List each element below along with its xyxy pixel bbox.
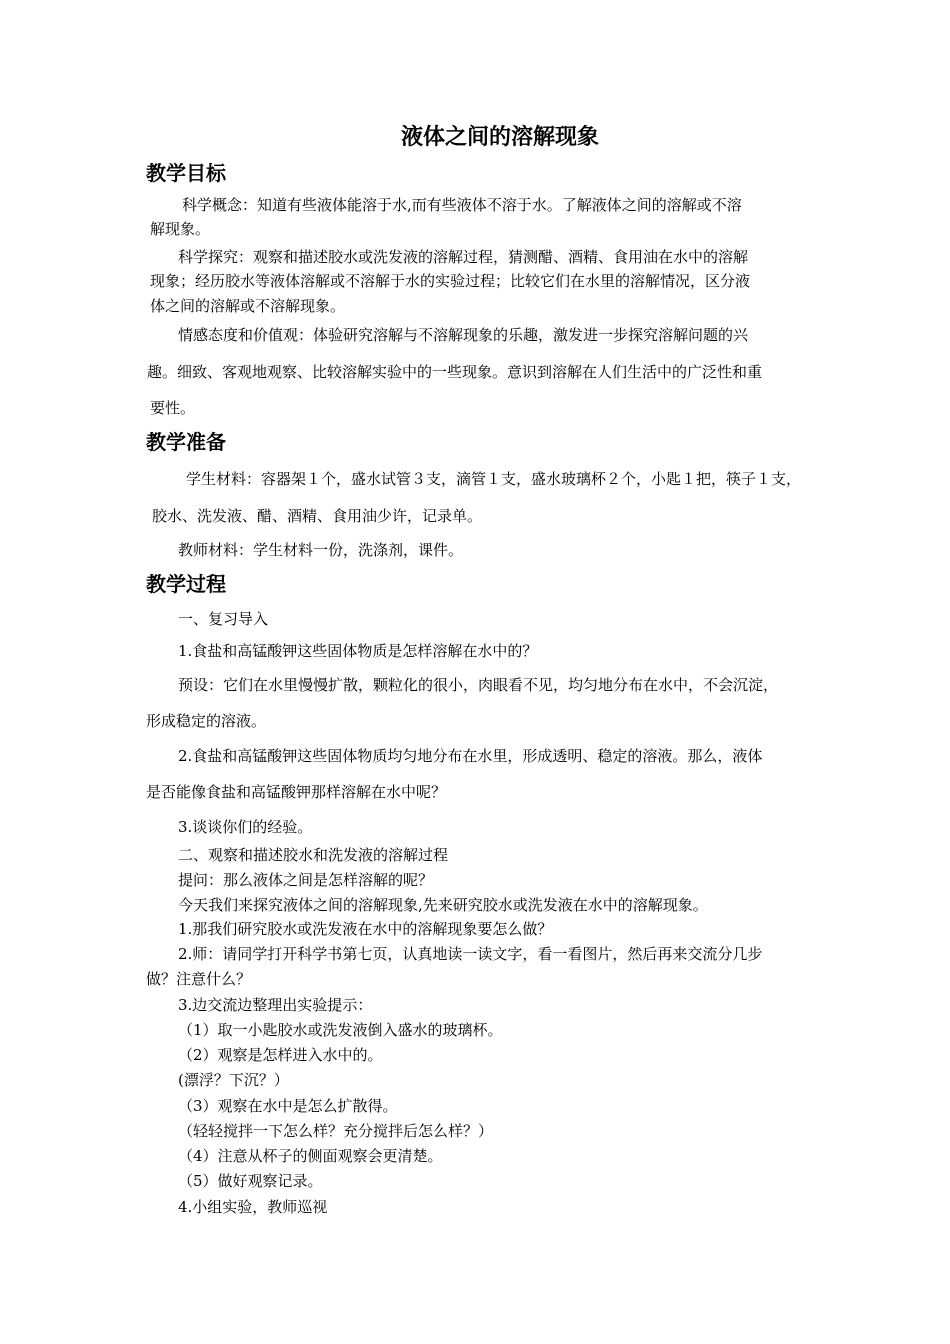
- goals-line: 现象；经历胶水等液体溶解或不溶解于水的实验过程；比较它们在水里的溶解情况，区分液: [150, 272, 751, 290]
- process-line: （1）取一小匙胶水或洗发液倒入盛水的玻璃杯。: [178, 1021, 503, 1039]
- goals-line: 趣。细致、客观地观察、比较溶解实验中的一些现象。意识到溶解在人们生活中的广泛性和重: [147, 363, 763, 381]
- process-line: 预设：它们在水里慢慢扩散，颗粒化的很小，肉眼看不见，均匀地分布在水中，不会沉淀，: [178, 676, 779, 694]
- goals-line: 要性。: [150, 399, 196, 417]
- process-line: 形成稳定的溶液。: [146, 712, 267, 730]
- process-line: 3.谈谈你们的经验。: [178, 818, 313, 836]
- process-line: （2）观察是怎样进入水中的。: [178, 1046, 383, 1064]
- goals-line: 体之间的溶解或不溶解现象。: [150, 297, 346, 315]
- page-title: 液体之间的溶解现象: [400, 125, 599, 150]
- process-line: （4）注意从杯子的侧面观察会更清楚。: [178, 1147, 443, 1165]
- process-line: 4.小组实验，教师巡视: [178, 1198, 328, 1216]
- heading-process: 教学过程: [146, 572, 226, 596]
- process-line: （3）观察在水中是怎么扩散得。: [178, 1097, 398, 1115]
- process-line: (漂浮？下沉？）: [178, 1071, 289, 1089]
- process-line: 是否能像食盐和高锰酸钾那样溶解在水中呢？: [146, 783, 447, 801]
- goals-line: 情感态度和价值观：体验研究溶解与不溶解现象的乐趣，激发进一步探究溶解问题的兴: [178, 326, 749, 344]
- prep-line: 学生材料：容器架１个，盛水试管３支，滴管１支，盛水玻璃杯２个，小匙１把，筷子１支，: [186, 470, 802, 488]
- heading-prep: 教学准备: [146, 430, 226, 454]
- process-line: （轻轻搅拌一下怎么样？充分搅拌后怎么样？）: [178, 1122, 494, 1140]
- process-line: 1.食盐和高锰酸钾这些固体物质是怎样溶解在水中的？: [178, 642, 538, 660]
- process-line: 二、观察和描述胶水和洗发液的溶解过程: [178, 846, 449, 864]
- goals-line: 科学概念：知道有些液体能溶于水,而有些液体不溶于水。了解液体之间的溶解或不溶: [182, 196, 742, 214]
- process-line: （5）做好观察记录。: [178, 1172, 323, 1190]
- process-line: 1.那我们研究胶水或洗发液在水中的溶解现象要怎么做？: [178, 920, 553, 938]
- process-line: 3.边交流边整理出实验提示：: [178, 996, 373, 1014]
- heading-goals: 教学目标: [146, 161, 226, 185]
- process-line: 做？注意什么？: [146, 970, 252, 988]
- goals-line: 科学探究：观察和描述胶水或洗发液的溶解过程，猜测醋、酒精、食用油在水中的溶解: [178, 248, 749, 266]
- prep-line: 胶水、洗发液、醋、酒精、食用油少许，记录单。: [152, 507, 483, 525]
- prep-line: 教师材料：学生材料一份，洗涤剂，课件。: [178, 541, 464, 559]
- process-line: 提问：那么液体之间是怎样溶解的呢？: [178, 871, 434, 889]
- process-line: 今天我们来探究液体之间的溶解现象,先来研究胶水或洗发液在水中的溶解现象。: [178, 896, 708, 914]
- process-line: 一、复习导入: [178, 610, 269, 628]
- goals-line: 解现象。: [150, 220, 211, 238]
- process-line: 2.食盐和高锰酸钾这些固体物质均匀地分布在水里，形成透明、稳定的溶液。那么，液体: [178, 747, 763, 765]
- process-line: 2.师：请同学打开科学书第七页，认真地读一读文字，看一看图片，然后再来交流分几步: [178, 945, 763, 963]
